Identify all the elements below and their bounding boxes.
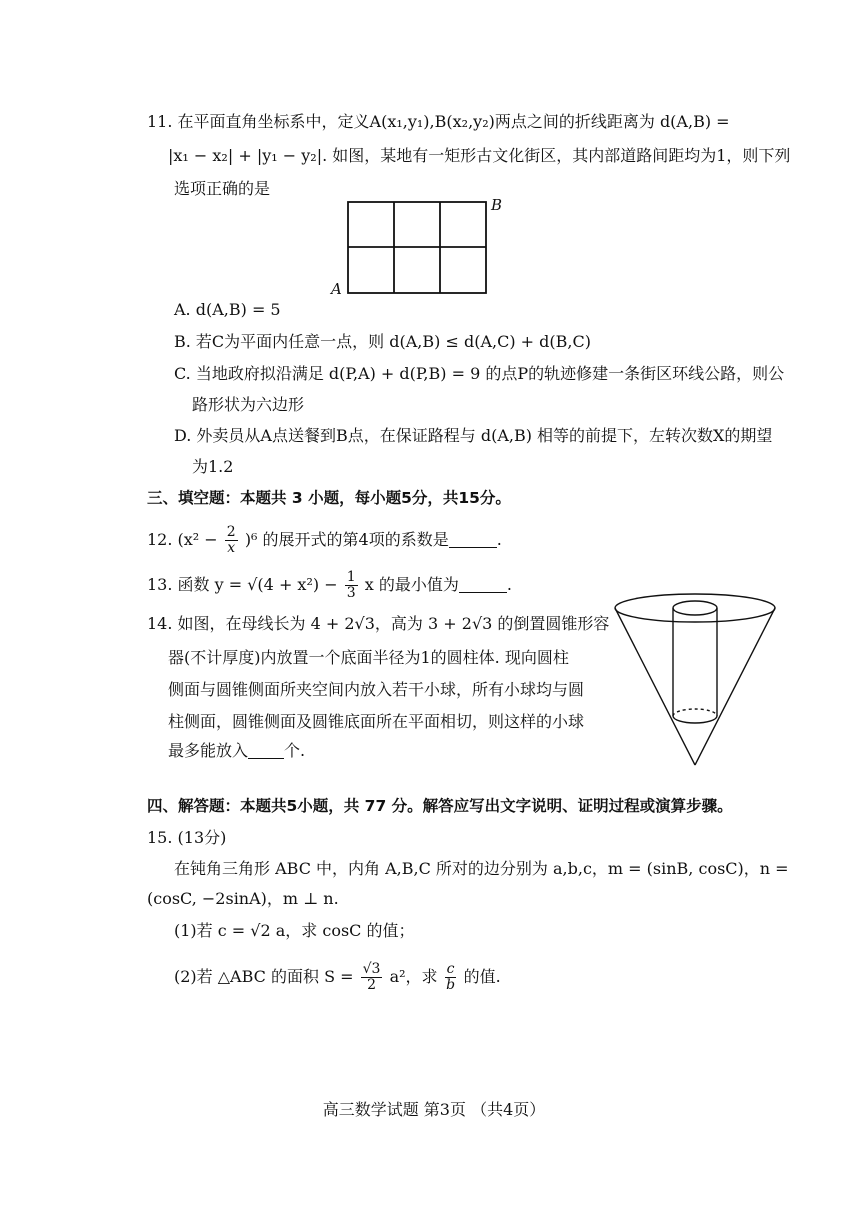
q11-option-c-line1: C. 当地政府拟沿满足 d(P,A) + d(P,B) = 9 的点P的轨迹修建一条街区环线公路，则公 bbox=[174, 364, 785, 383]
q15-line1: 在钝角三角形 ABC 中，内角 A,B,C 所对的边分别为 a,b,c，m = (sinB, cosC)，n = bbox=[174, 859, 789, 878]
q15-ratio-frac-num: c bbox=[446, 961, 455, 977]
q11-line2: |x₁ − x₂| + |y₁ − y₂|. 如图，某地有一矩形古文化街区，其内部道路间距均为1，则下列 bbox=[168, 146, 791, 165]
street-grid-figure bbox=[325, 196, 505, 300]
q14-answer-blank[interactable] bbox=[248, 742, 284, 759]
q14-line2: 器(不计厚度)内放置一个底面半径为1的圆柱体. 现向圆柱 bbox=[168, 648, 569, 667]
q11-option-d-line2: 为1.2 bbox=[192, 457, 234, 476]
q12-frac-num: 2 bbox=[226, 524, 236, 540]
q11-option-d-line1: D. 外卖员从A点送餐到B点，在保证路程与 d(A,B) 相等的前提下，左转次数X的期望 bbox=[174, 426, 773, 445]
q13-answer-blank[interactable] bbox=[459, 576, 507, 593]
q11-option-b: B. 若C为平面内任意一点，则 d(A,B) ≤ d(A,C) + d(B,C) bbox=[174, 332, 591, 351]
q13-frac-num: 1 bbox=[346, 569, 356, 585]
q15-part1: (1)若 c = √2 a，求 cosC 的值； bbox=[174, 921, 415, 940]
q12: 12. (x² − $\frac{2}{x}$ )⁶ 的展开式的第4项的系数是 . bbox=[147, 524, 502, 556]
q15-area-frac-num: √3 bbox=[362, 961, 381, 977]
grid-label-b: B bbox=[491, 196, 503, 214]
q11-line1: 11. 在平面直角坐标系中，定义A(x₁,y₁),B(x₂,y₂)两点之间的折线距离为 d(A,B) = bbox=[147, 112, 730, 131]
q12-answer-blank[interactable] bbox=[449, 531, 497, 548]
section-4-heading: 四、解答题：本题共5小题，共 77 分。解答应写出文字说明、证明过程或演算步骤。 bbox=[147, 797, 733, 815]
q15-ratio-frac-den: b bbox=[446, 977, 456, 993]
section-3-heading: 三、填空题：本题共 3 小题，每小题5分，共15分。 bbox=[147, 489, 511, 507]
q15-line2: (cosC, −2sinA)，m ⊥ n. bbox=[147, 889, 339, 908]
cone-cylinder-figure bbox=[612, 590, 778, 770]
q14-line4: 柱侧面，圆锥侧面及圆锥底面所在平面相切，则这样的小球 bbox=[168, 712, 585, 731]
q11-option-c-line2: 路形状为六边形 bbox=[192, 395, 305, 414]
q15-area-frac-den: 2 bbox=[367, 977, 377, 993]
q12-frac-den: x bbox=[227, 540, 236, 556]
q11-line3: 选项正确的是 bbox=[174, 179, 271, 198]
q13-frac-den: 3 bbox=[346, 585, 356, 601]
page-footer: 高三数学试题 第3页 （共4页） bbox=[322, 1100, 546, 1119]
q14-line3: 侧面与圆锥侧面所夹空间内放入若干小球，所有小球均与圆 bbox=[168, 680, 585, 699]
q13: 13. 函数 y = √(4 + x²) − $\frac{1}{3}$ x 的最小值为 . bbox=[147, 569, 512, 601]
q15-heading: 15. (13分) bbox=[147, 828, 227, 847]
q14-line1: 14. 如图，在母线长为 4 + 2√3，高为 3 + 2√3 的倒置圆锥形容 bbox=[147, 614, 610, 633]
cylinder-top bbox=[673, 601, 717, 615]
q11-option-a: A. d(A,B) = 5 bbox=[174, 300, 281, 319]
grid-label-a: A bbox=[331, 280, 342, 298]
q15-part2: (2)若 △ABC 的面积 S = $\frac{√3}{2}$ a²，求 $\frac{c}{b}$ 的值. bbox=[174, 961, 501, 993]
cone-top-rim bbox=[615, 594, 775, 622]
q14-line5: 最多能放入 个. bbox=[168, 741, 306, 760]
